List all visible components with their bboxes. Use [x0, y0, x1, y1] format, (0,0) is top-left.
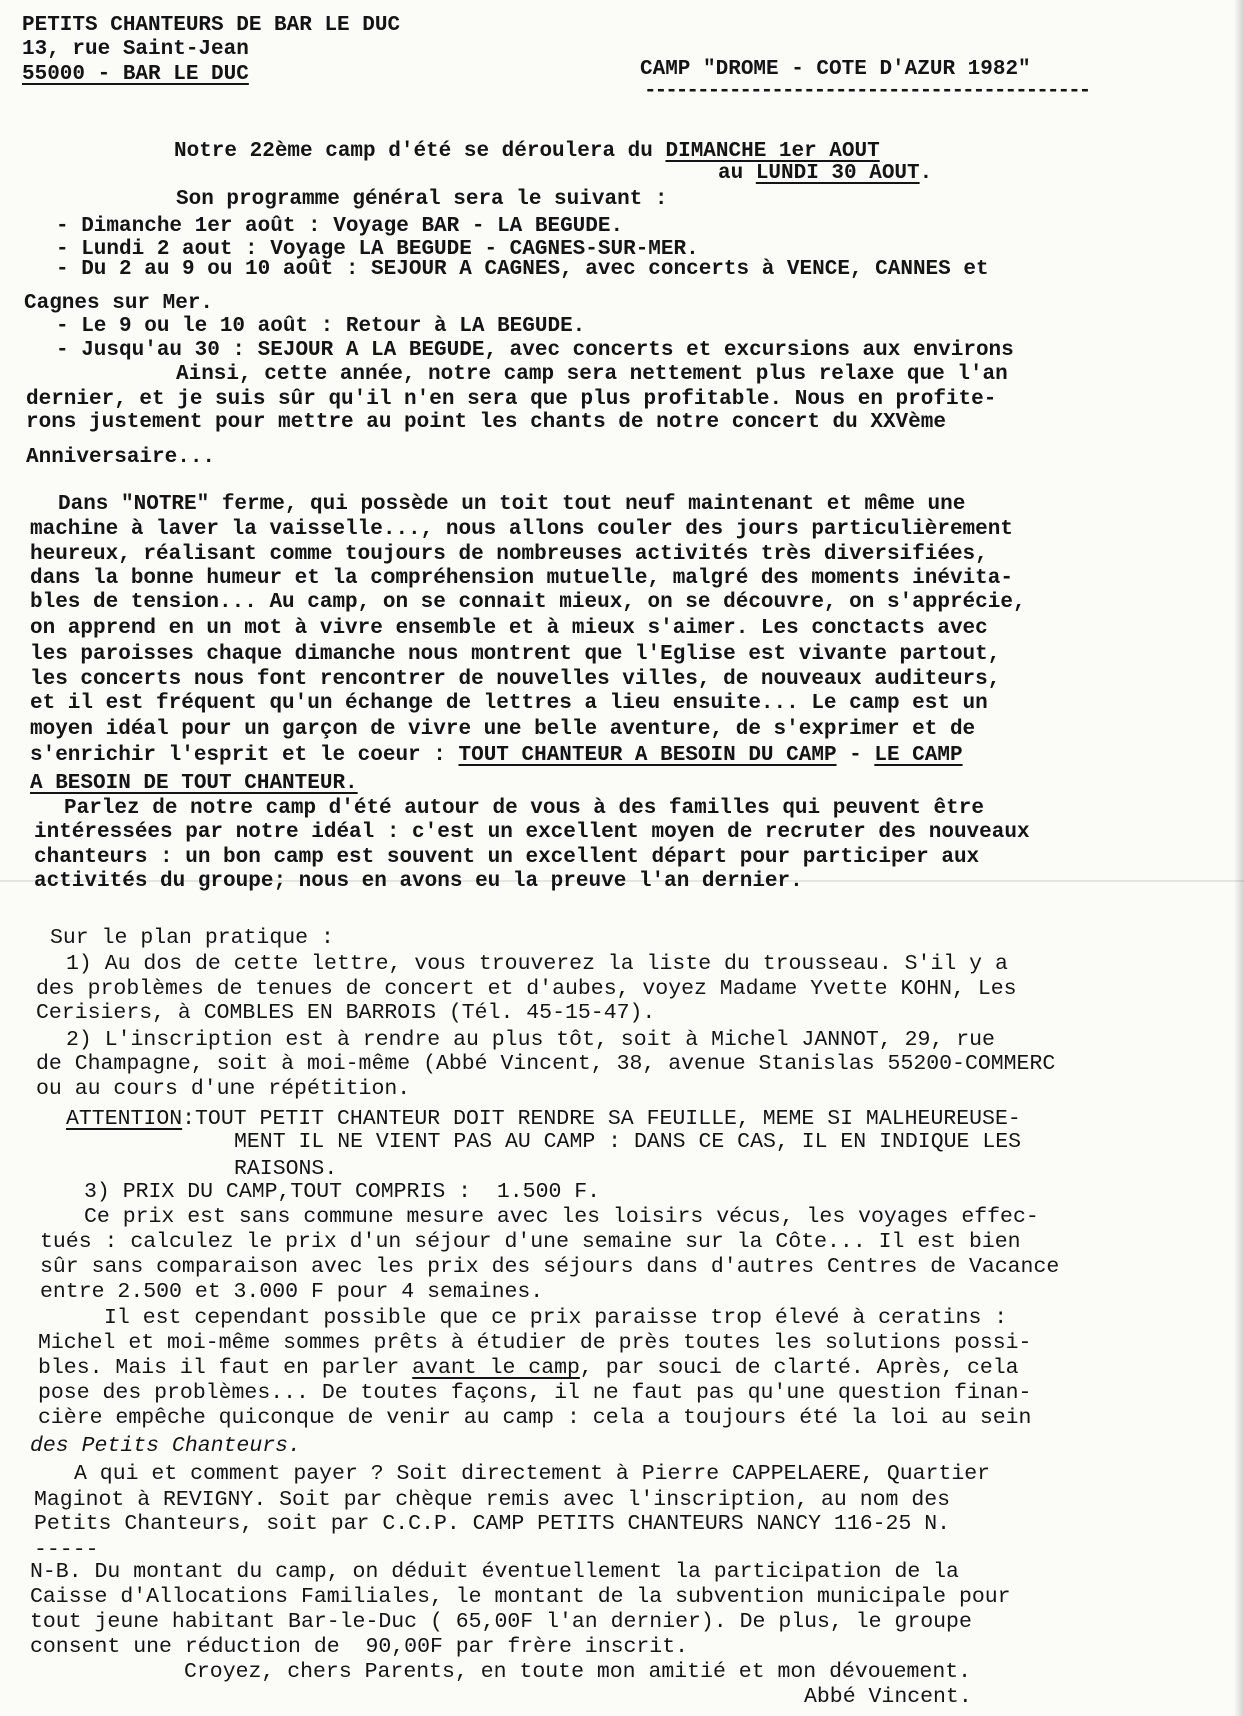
petits-chanteurs-italic: des Petits Chanteurs. [30, 1434, 301, 1458]
para2-line: bles de tension... Au camp, on se connait mieux, on se découvre, on s'apprécie, [30, 591, 1026, 614]
para2-line: machine à laver la vaisselle..., nous allons couler des jours particulièrement [30, 518, 1013, 541]
price-line: Ce prix est sans commune mesure avec les loisirs vécus, les voyages effec- [84, 1205, 1039, 1229]
camp-title-rule: ------------------------------------------ [644, 80, 1090, 103]
payment-line: Maginot à REVIGNY. Soit par chèque remis avec l'inscription, au nom des [34, 1488, 951, 1512]
price-line: sûr sans comparaison avec les prix des séjours dans d'autres Centres de Vacance [40, 1255, 1060, 1279]
practical-heading: Sur le plan pratique : [50, 926, 334, 950]
para2-line: moyen idéal pour un garçon de vivre une belle aventure, de s'exprimer et de [30, 718, 976, 741]
para2-line: les paroisses chaque dimanche nous montrent que l'Eglise est vivante partout, [30, 643, 1001, 666]
org-city: 55000 - BAR LE DUC [22, 63, 249, 86]
solutions-line: pose des problèmes... De toutes façons, il ne faut pas qu'une question finan- [38, 1381, 1032, 1405]
price-line: tués : calculez le prix d'un séjour d'une semaine sur la Côte... Il est bien [40, 1230, 1021, 1254]
para2-line: on apprend en un mot à vivre ensemble et à mieux s'aimer. Les conctacts avec [30, 617, 988, 640]
slogan-part-2: LE CAMP [874, 744, 963, 767]
program-item: - Le 9 ou le 10 août : Retour à LA BEGUDE. [56, 315, 586, 338]
para2-line: et il est fréquent qu'un échange de lettres a lieu ensuite... Le camp est un [30, 692, 988, 715]
intro-line-2 [718, 162, 932, 186]
solutions-text: bles. Mais il faut en parler [38, 1356, 413, 1380]
program-item: - Jusqu'au 30 : SEJOUR A LA BEGUDE, avec concerts et excursions aux environs [56, 339, 1014, 362]
para3-line: chanteurs : un bon camp est souvent un excellent départ pour participer aux [34, 846, 980, 869]
practical-line: de Champagne, soit à moi-même (Abbé Vincent, 38, avenue Stanislas 55200-COMMERC [36, 1052, 1056, 1076]
para3-line: activités du groupe; nous en avons eu la preuve l'an dernier. [34, 870, 803, 893]
attention-label: ATTENTION [66, 1107, 183, 1131]
para1-line: Ainsi, cette année, notre camp sera nettement plus relaxe que l'an [176, 363, 1008, 386]
para1-line: Anniversaire... [26, 446, 216, 469]
solutions-line [38, 1356, 1019, 1380]
price-line: entre 2.500 et 3.000 F pour 4 semaines. [40, 1280, 544, 1304]
slogan-part-1: TOUT CHANTEUR A BESOIN DU CAMP [458, 744, 837, 767]
payment-line: A qui et comment payer ? Soit directement à Pierre CAPPELAERE, Quartier [74, 1462, 991, 1486]
para2-text: s'enrichir l'esprit et le coeur : [30, 744, 459, 767]
before-camp: avant le camp [412, 1356, 580, 1380]
practical-line: Cerisiers, à COMBLES EN BARROIS (Tél. 45-15-47). [36, 1001, 656, 1025]
org-street: 13, rue Saint-Jean [22, 38, 249, 61]
intro-line-1 [174, 140, 880, 164]
para2-line: dans la bonne humeur et la compréhension mutuelle, malgré des moments inévita- [30, 567, 1013, 590]
slogan-part-3: A BESOIN DE TOUT CHANTEUR. [30, 772, 358, 795]
para2-line [30, 744, 963, 768]
attention-line: RAISONS. [234, 1157, 338, 1181]
practical-line: 1) Au dos de cette lettre, vous trouverez la liste du trousseau. S'il y a [66, 952, 1008, 976]
para2-line: Dans "NOTRE" ferme, qui possède un toit tout neuf maintenant et même une [58, 493, 966, 516]
nb-line: Caisse d'Allocations Familiales, le montant de la subvention municipale pour [30, 1585, 1011, 1609]
practical-line: ou au cours d'une répétition. [36, 1077, 411, 1101]
signature: Abbé Vincent. [804, 1685, 972, 1709]
camp-title: CAMP "DROME - COTE D'AZUR 1982" [640, 58, 1031, 81]
program-heading: Son programme général sera le suivant : [176, 188, 668, 211]
attention-text: :TOUT PETIT CHANTEUR DOIT RENDRE SA FEUILLE, MEME SI MALHEUREUSE- [182, 1107, 1021, 1131]
para1-line: dernier, et je suis sûr qu'il n'en sera que plus profitable. Nous en profite- [26, 388, 997, 411]
paper-edge-shadow [1234, 0, 1244, 1716]
program-item-cont: Cagnes sur Mer. [24, 292, 214, 315]
para2-line: les concerts nous font rencontrer de nouvelles villes, de nouveaux auditeurs, [30, 668, 1001, 691]
org-name: PETITS CHANTEURS DE BAR LE DUC [22, 14, 401, 37]
intro-start-date: DIMANCHE 1er AOUT [665, 140, 880, 163]
separator: ----- [34, 1538, 99, 1562]
solutions-line: Il est cependant possible que ce prix paraisse trop élevé à ceratins : [104, 1306, 1008, 1330]
attention-line: MENT IL NE VIENT PAS AU CAMP : DANS CE CAS, IL EN INDIQUE LES [234, 1130, 1022, 1154]
practical-line: des problèmes de tenues de concert et d'aubes, voyez Madame Yvette KOHN, Les [36, 977, 1017, 1001]
nb-line: N-B. Du montant du camp, on déduit éventuellement la participation de la [30, 1560, 959, 1584]
intro-period: . [919, 162, 933, 185]
para1-line: rons justement pour mettre au point les chants de notre concert du XXVème [26, 411, 946, 434]
para3-line: Parlez de notre camp d'été autour de vous à des familles qui peuvent être [64, 797, 984, 820]
solutions-text: , par souci de clarté. Après, cela [579, 1356, 1019, 1380]
nb-line: consent une réduction de 90,00F par frère inscrit. [30, 1635, 689, 1659]
intro-au: au [718, 162, 756, 185]
intro-end-date: LUNDI 30 AOUT [755, 162, 920, 185]
practical-line: 2) L'inscription est à rendre au plus tôt, soit à Michel JANNOT, 29, rue [66, 1028, 995, 1052]
intro-text: Notre 22ème camp d'été se déroulera du [174, 140, 666, 163]
para3-line: intéressées par notre idéal : c'est un excellent moyen de recruter des nouveaux [34, 821, 1030, 844]
solutions-line: cière empêche quiconque de venir au camp : cela a toujours été la loi au sein [38, 1406, 1032, 1430]
solutions-line: Michel et moi-même sommes prêts à étudier de près toutes les solutions possi- [38, 1331, 1032, 1355]
attention-line [66, 1107, 1021, 1131]
price-heading: 3) PRIX DU CAMP,TOUT COMPRIS : 1.500 F. [84, 1180, 601, 1204]
para2-line: heureux, réalisant comme toujours de nombreuses activités très diversifiées, [30, 543, 988, 566]
slogan-sep: - [836, 744, 875, 767]
program-item: - Lundi 2 aout : Voyage LA BEGUDE - CAGNES-SUR-MER. [56, 238, 699, 261]
program-item: - Dimanche 1er août : Voyage BAR - LA BEGUDE. [56, 215, 624, 238]
program-item: - Du 2 au 9 ou 10 août : SEJOUR A CAGNES, avec concerts à VENCE, CANNES et [56, 258, 989, 281]
nb-line: tout jeune habitant Bar-le-Duc ( 65,00F l'an dernier). De plus, le groupe [30, 1610, 972, 1634]
closing-line: Croyez, chers Parents, en toute mon amitié et mon dévouement. [184, 1660, 972, 1684]
payment-line: Petits Chanteurs, soit par C.C.P. CAMP PETITS CHANTEURS NANCY 116-25 N. [34, 1512, 951, 1536]
